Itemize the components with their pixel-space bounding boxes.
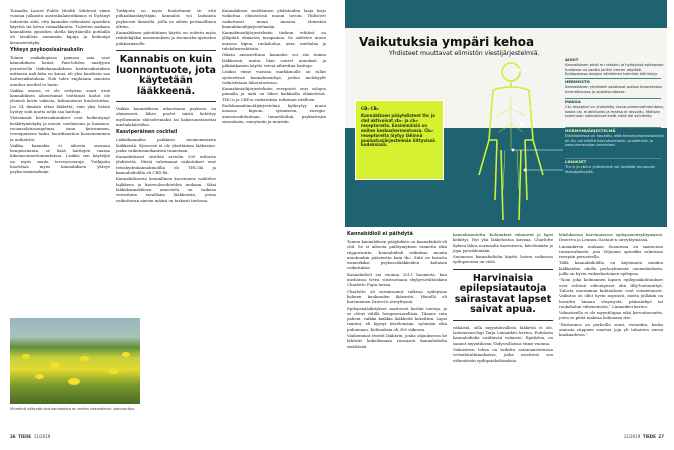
paragraph: Kannabiskasvi sisältää arviolta 500 erilaista yhdistettä. Niistä vahvimmat vaikutukset ovat tetrahydrokannabinolilla eli THC:llä ja kannabidiolilla eli CBD:llä. [116, 154, 216, 176]
flower-shape [68, 378, 80, 385]
magazine-name: TIEDE [18, 434, 32, 439]
annotation-liver [565, 100, 665, 119]
infographic-title: Vaikutuksia ympäri kehoa [359, 35, 535, 49]
annotation-muscles [565, 160, 665, 174]
divider [116, 50, 216, 51]
divider [116, 101, 216, 102]
annotation-text: Kannabiksen ehkä eri rakohin ja hyödyissä epilepsian hoidossa on saattu jonkin verran näyttöä. Epilepsiassa aivojen sähköinen toiminta häiriintyy. [565, 63, 664, 77]
hemp-field-photo [10, 318, 140, 404]
section-heading: Yhteys psykoosisairauksiin [10, 48, 84, 54]
paragraph: ”Noin joka kolmannen lapsen epilepsiakohtaukset ovat selvästi vähentyneet ehti tilly-hoitomittyä. Tulosta muutaman kohtauksen ovat voimistuneet. Vaikutus on ollut hyvin nopeasti, mutta joillakin on havaittu hinnan väsymystä, päänsärkyä tai ruokahalun vähenemistä,” Linnankivi kertoo. [559, 277, 663, 309]
annotation-nervous-system [565, 80, 665, 94]
right-column-3 [559, 232, 663, 339]
receptor-label: CB₁ CB₂ [361, 106, 379, 111]
left-column-1 [10, 8, 110, 176]
magazine-name: TIEDE [642, 434, 656, 439]
right-column-2 [453, 232, 553, 364]
page-footer [624, 434, 664, 439]
annotation-heading: HORMONIJÄRJESTELMÄ [565, 128, 616, 133]
annotation-text: Cb₁-reseptori on yhdistetty rasva-aineenvaihduntaan, koska cb₁ ei aktivoidu ja maksa ei rasvoitu. Maksan toiminnan vaikutukset eivät vielä ole selvitetty. [565, 105, 665, 119]
annotation-hormone-system [565, 129, 665, 148]
annotation-heading: HERMOSTO [565, 79, 590, 84]
paragraph: Kannabinoidijärjestelmän reseptorit ovat solujen pinnalla ja niitä on lähes kaikkialla elimistössä. THC:n ja CBD:n vaikutuksia tutkitaan edelleen. [222, 86, 326, 102]
pull-quote: Kannabis on kuin luonnontuote, jota käytetään lääkkeenä. [116, 54, 216, 97]
paragraph: Valmisteella ei ole myyntilupaa eikä korvattavuutta, joten se pitää maksaa kokonaan itse. [559, 310, 663, 321]
paragraph: Vanhemmat etsivät lääkärin, jonka ohjauksessa he lähtivät kokeilemaan runsaasti kannabidiolia sisältävää [347, 333, 447, 349]
paragraph: Yleisimmät haittavaikutukset ovat heikentynyt keskittymiskyky ja muisti, uneliaisuus ja huimaus, ruoansulatusongelmat, suun kuivuminen, verenpaineen lasku, koordinaation huononeminen ja unihäiriöt. [10, 115, 110, 142]
section-heading: Kannabidioli ei päihdytä [347, 232, 413, 237]
annotation-heading: LIHAKSET [565, 159, 587, 164]
paragraph: Valmisteen tehoa on tutkittu satunnaistetuissa vertailututkimuksissa, jotka osoittivat sen vähentävän epilepsiakohtauksia [453, 346, 553, 363]
paragraph: Toinen kannabiksen pääyhdiste on kannabidioli eli cbd. Se ei aiheuta päihtymyksen tunnetta eikä riippuvuutta. Kannabidioli vaikuttaa moniin muuhunkin pääviestin kuin thc. Siitä on kuvattu esimerkiksi psykoosilääkkeiden kaltaisia vaikutuksia. [347, 239, 447, 271]
page-number: 26 [10, 434, 16, 439]
paragraph: Kannabidioli sai vuonna 2013 huomiota, kun medioissa levisi viisivuotiaan rhyhyvuvaltaiskien Charlotte Figin tarina. [347, 271, 447, 288]
issue-number: 11/2019 [623, 434, 641, 439]
paragraph: Lääkekannabis poikkeaa tavanomaisista lääkkeistä. Kyseessä ei ole yksittäinen lääkeaine, jonka vaikutusmekanismi tunnetaan. [116, 137, 216, 153]
photo-caption: Vihreänä näkyvää cbd-kannabista on eniten kasvattanut luomuyritys. [10, 407, 136, 411]
paragraph: Kannabiskasvin kemiallinen koostumus vaihtelee lajikkeen ja kasvuolosuhteiden mukaan. Siksi lääkekannabiksen annostelu on vaikeaa verrattuna tavallisiin lääkkeisiin, joissa vaikuttavan aineen määrä on tarkasti tiedossa. [116, 176, 216, 203]
paragraph: vähäistä, sillä myyntiluvallista lääkettä ei ole, lastenneurologi Tarja Linnankivi kertoo. Puhdasta kannabidiolia sisältävää valmiste, Epidiolex, on saanut myyntiluvan Yhdysvalloissa viime vuonna. [453, 324, 553, 346]
left-column-2 [116, 8, 216, 204]
right-column-1 [347, 232, 447, 350]
page-footer [10, 434, 50, 439]
paragraph: Oikein annosteltuna kannabis voi siis toimia lääkkeenä, mutta liian suuret annokset ja pitkäaikainen käyttö voivat aiheuttaa haittoja. [222, 52, 326, 68]
paragraph: Suomessa kannabidiolin käyttö lasten vaikeissa epilepsioissa on vielä [453, 254, 553, 265]
annotation-text: Thc:n ja cbd:n yhdistelmä voi lievittää ms-taudin lihasjäykkyyttä. [565, 165, 656, 174]
right-page [337, 0, 674, 450]
paragraph: Vaikka kannabis ei aiheuta suoraan hengenvaaraa, se lisää haittojen vaaraa liikenneonnettomuuksissa. Lisäksi sen käyttäjiä on myös muita terveysvaaroja. Tutkijoita huolettaa myös kannabiksen yhteys psykoosisairauksiin. [10, 142, 110, 175]
paragraph: Linnankiven mukaan Suomessa on saatavissa tuotanvalmiste, jota Viljoinen apteekki valmistaa reseptin perusteella. [559, 243, 663, 260]
paragraph: Kannabiksen sisältämien yhdisteiden laaja kirjo vaikuttaa elimistössä monin tavoin. Yhdisteet vaikuttavat muun muassa elimistön kannabinoidijärjestelmään. [222, 8, 326, 29]
flower-shape [108, 368, 119, 374]
section-heading: Kasviperäinen cocktail [116, 130, 178, 136]
flower-shape [22, 354, 30, 359]
annotation-text: Eläinkokeissa on havaittu, että tetrahydrokannabinoli eli thc voi häiritä kasvuhormonin, prolaktiinin ja kasvuhormonien toimintaa. [565, 134, 664, 148]
annotation-heading: AIVOT [565, 57, 579, 62]
issue-number: 11/2019 [33, 434, 51, 439]
paragraph: kannabisuutetta. Kohtaukset vähenivät ja lapsi kehittyi. Nyt yhä lääkehoitoa kuvana. Charlotte kykeni lähes normaalin kasvuiseen, kävelemään ja jopa pyöräilemään. [453, 232, 553, 253]
flower-shape [80, 356, 89, 361]
paragraph: Kannabinoidijärjestelmän tärkein tehtävä on ylläpitää elimistön tasapainoa. Se säätelee muun muassa kipua, ruokahalua, unta, mielialaa ja tulehdusreaktioita. [222, 30, 326, 52]
flower-shape [35, 374, 44, 379]
divider [453, 269, 553, 270]
cannabinoid-info-box [355, 100, 444, 180]
divider [453, 320, 553, 321]
paragraph: Tutkijoita on myös huolettanut se, että pitkäaikaiskäyttäjän kannabis voi laukaista psykoosin ihmisillä, joilla on siihen perinnöllinen alttius. [116, 8, 216, 29]
paragraph: Toinen vaakakupissa painava asia ovat kannabiksen haitat. Pain-lehden analyysin perusteella lääkekannabiksen haittavaikutuksia mittaava nnh-luku on kuusi, eli yksi kuudesta saa haittavaikutuksia. Nnh tulee englannin sanoista number needed to harm. [10, 55, 110, 87]
annotation-brain [565, 58, 665, 77]
paragraph: Charlotte oli saisairaanut vaikeaa epilepsiaa kolmen kuukauden ikäisestä. Hänellä oli harvinainen Dravet'n oireyhtymä. [347, 288, 447, 305]
page-number: 27 [658, 434, 664, 439]
paragraph: Endokannabinoidijärjestelmä kytkeytyy muun muassa kipuun, syömiseen, energia-aineenvaihduntaan, tunnetiloihin, psykiatrisiin sairauksiin, unirytmiin ja muistiin. [222, 103, 326, 124]
annotation-heading: MAKSA [565, 99, 581, 104]
paragraph: Kannabiksen päivittäinen käyttö on todettu myös riskitekijäksi masennuksen ja itsemurha-ajatusten puhkeamiselle. [116, 30, 216, 46]
infographic [345, 0, 667, 227]
annotation-text: Kannabiksen yhdisteet saattavat auttaa kroonisessa hermokivussa ja spastisuudessa. [565, 85, 662, 94]
flower-shape [50, 362, 60, 368]
receptor-text: Kannabiksen pääyhdisteet thc ja cbd aktivoivat cb₁- ja cb₂-reseptoreita. Ensimmäisiä on eniten keskushermostossa. Cb₂-reseptoreita löytyy lähinnä puolustusjärjestelmän liittyvissä kudoksissa. [361, 113, 435, 148]
paragraph: Epilepsialääkitykset saattoivat kestää tunteja, ja se olivat välillä hengenvaarallisia. Tilanne vain paheni, vaikka kaikkia lääkkeitä kokeiltiin. Lapsi taantui, eli kyynyt kävelemään, syömään eikä puhumaan. Kohtauksia oli 300 viikossa. [347, 305, 447, 332]
paragraph: Lisäksi viime vuosina markkinoille on tullut synteettisiä kannabinoideja, joiden molekyylit valmistetaan laboratoriossa. [222, 69, 326, 85]
paragraph: Tällä kannabidiolilla on käytännön muiden lääkkeiden ohella perheyhmentä suomalaislasta, joilla on hyvin vaikeahoitoinen epilepsia. [559, 260, 663, 277]
paragraph: lähdoksessa harvinaisessa epilepsiaoireyhtymässä, Dravet'n ja Lennox–Gastaut'n oireyhtymässä. [559, 232, 663, 243]
pull-quote: Harvinaisia epilepsiatautoja sairastavat lapset saivat apua. [454, 272, 552, 316]
paragraph: Vaikka osassa ei ole erityisen suuri eroä kannabiksen aiheuttamat väittämät haitat ole yleensä kovin vakavia, kokonaisuus huolestuttaa. Jos 24 ihmistä ottaa lääkettä, vain yksi heistä hyötyy siitä mutta neljä saa haittoja. [10, 87, 110, 115]
paragraph: Vaikka kannabiksen aiheuttama psykoosi on ohimenevä, lähes puolet niistä kehittyy myöhemmin skitsofreniaksi tai kaksisuuntaiseksi mielialahäiriöksi. [116, 106, 216, 127]
paragraph: ”Kustannus on perheille suuri, varsinkin, koska annosta riippuen suurtaa joja yli tuhanten euron kuukaudessa.” [559, 321, 663, 338]
paragraph: Toisaalta Lancet Public Health -lehdessä viime vuonna julkaistu australialaistutkimus ei löytänyt todisteita siitä, että kannabis vähentäisi opioidien käyttöä tai kivun voimakkuutta. Tulosten mukaan kannabista opioidien ohella käyttäneillä potilailla oli tavallista enemmän kipuja ja heikompi kivunsietokyky. [10, 8, 110, 45]
infographic-subtitle: Yhdisteet muuttavat elimistön viestijärjestelmiä. [389, 50, 540, 57]
left-column-3 [222, 8, 326, 125]
flower-shape [122, 352, 130, 357]
